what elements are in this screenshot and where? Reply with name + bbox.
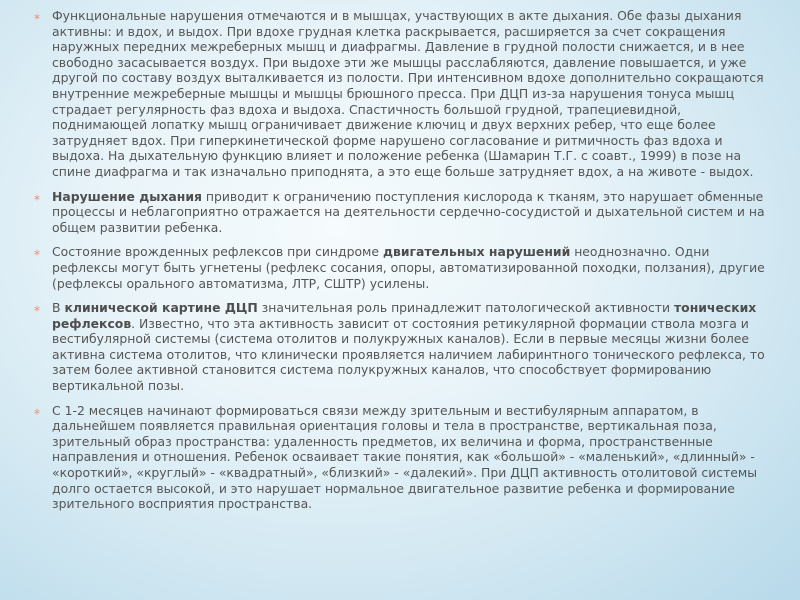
text-segment: С 1-2 месяцев начинают формироваться связи между зрительным и вестибулярным аппаратом, в дальнейшем появляется правильная ориентация головы и тела в пространстве, вертикальная поза, зрительный образ пространства: удаленность предметов, их величина и форма, пространственные направления и отношения. Ребенок осваивает такие понятия, как «большой» - «маленький», «длинный» - «короткий», «круглый» - «квадратный», «близкий» - «далекий». При ДЦП активность отолитовой системы долго остается высокой, и это нарушает нормальное двигательное развитие ребенка и формирование зрительного восприятия пространства. bbox=[52, 402, 758, 512]
text-segment: Состояние врожденных рефлексов при синдроме bbox=[52, 244, 383, 260]
bold-term: тонических рефлексов bbox=[52, 300, 757, 331]
bullet-icon: ⁎ bbox=[34, 402, 40, 417]
bullet-icon: ⁎ bbox=[34, 244, 40, 259]
bold-term: двигательных нарушений bbox=[382, 244, 571, 260]
text-segment: В bbox=[52, 300, 65, 316]
paragraph-5 bbox=[34, 403, 778, 512]
paragraph-3 bbox=[34, 244, 778, 291]
text-segment: приводит к ограничению поступления кислорода к тканям, это нарушает обменные процессы и неблагоприятно отражается на деятельности сердечно-сосудистой и дыхательной систем и на общем развитии ребенка. bbox=[52, 188, 765, 235]
bold-term: клинической картине ДЦП bbox=[64, 300, 258, 316]
slide-content bbox=[34, 8, 778, 521]
paragraph-3-text bbox=[52, 244, 765, 290]
paragraph-1-text bbox=[52, 8, 764, 179]
paragraph-4 bbox=[34, 300, 778, 394]
paragraph-1 bbox=[34, 8, 778, 180]
bullet-icon: ⁎ bbox=[34, 300, 40, 315]
text-segment: неоднозначно. Одни рефлексы могут быть угнетены (рефлекс сосания, опоры, автоматизированной походки, ползания), другие (рефлексы орального автоматизма, ЛТР, СШТР) усилены. bbox=[52, 244, 765, 291]
paragraph-2 bbox=[34, 189, 778, 236]
text-segment: . Известно, что эта активность зависит от состояния ретикулярной формации ствола мозга и вестибулярной системы (система отолитов и полукружных каналов). Если в первые месяцы жизни более активна система отолитов, что клинически проявляется наличием лабиринтного тонического рефлекса, то затем более активной становится система полукружных каналов, что способствует формированию вертикальной позы. bbox=[52, 315, 765, 394]
text-segment: Функциональные нарушения отмечаются и в мышцах, участвующих в акте дыхания. Обе фазы дыхания активны: и вдох, и выдох. При вдохе грудная клетка раскрывается, расширяется за счет сокращения наружных передних межреберных мышц и диафрагмы. Давление в грудной полости снижается, и в нее свободно засасывается воздух. При выдохе эти же мышцы расслабляются, давление повышается, и уже другой по составу воздух выталкивается из полости. При интенсивном вдохе дополнительно сокращаются внутренние межреберные мышцы и мышцы брюшного пресса. При ДЦП из-за нарушения тонуса мышц страдает регулярность фаз вдоха и выдоха. Спастичность большой грудной, трапециевидной, поднимающей лопатку мышц ограничивает движение ключиц и двух верхних ребер, что еще более затрудняет вдох. При гиперкинетической форме нарушено согласование и ритмичность фаз вдоха и выдоха. На дыхательную функцию влияет и положение ребенка (Шамарин Т.Г. с соавт., 1999) в позе на спине диафрагма и так изначально приподнята, а это еще больше затрудняет вдох, а на животе - выдох. bbox=[52, 8, 764, 179]
bullet-icon: ⁎ bbox=[34, 8, 40, 22]
text-segment: значительная роль принадлежит патологической активности bbox=[257, 300, 674, 316]
bold-term: Нарушение дыхания bbox=[52, 188, 202, 204]
paragraph-4-text bbox=[52, 300, 765, 393]
paragraph-2-text bbox=[52, 189, 765, 235]
bullet-icon: ⁎ bbox=[34, 188, 40, 203]
paragraph-5-text bbox=[52, 403, 757, 512]
